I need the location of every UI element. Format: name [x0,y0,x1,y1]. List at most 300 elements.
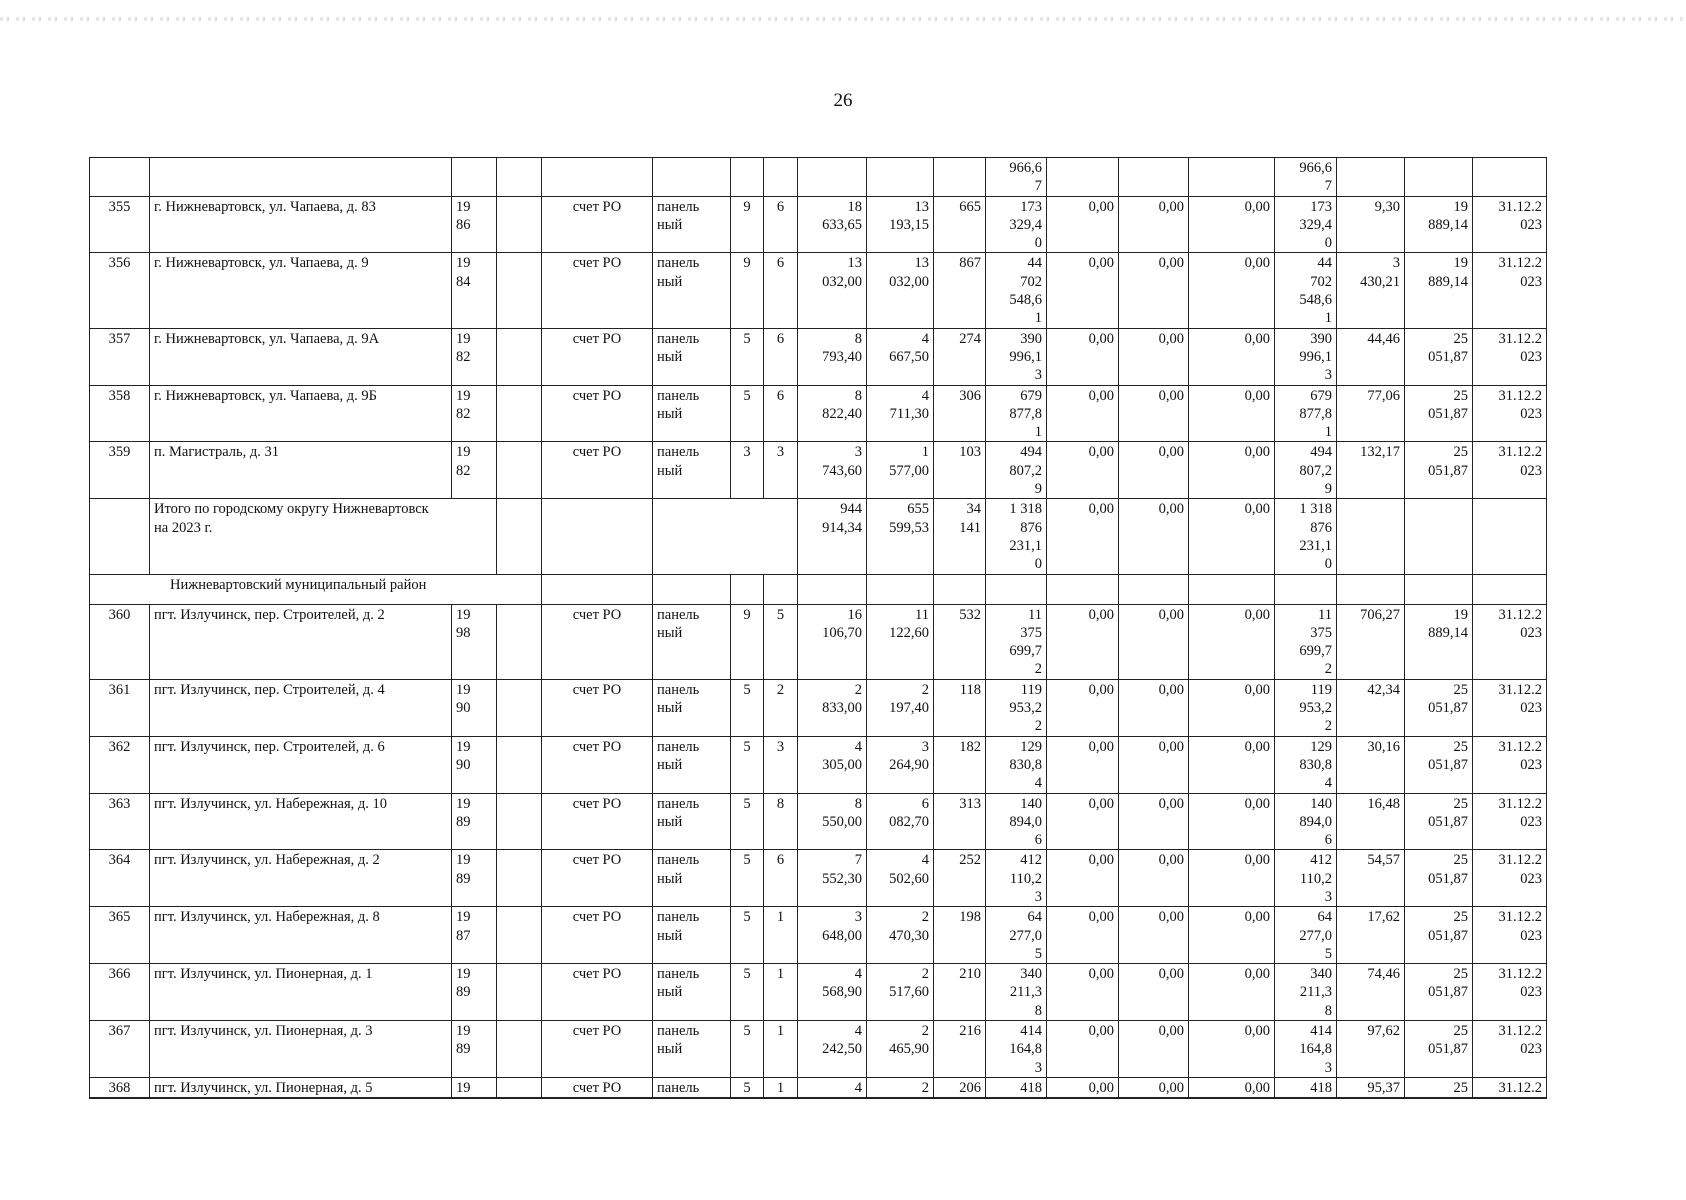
table-row [90,907,1547,964]
cost-limit: 25 051,87 [1405,964,1473,1021]
living-area: 4 711,30 [867,385,934,442]
wall-material: панель ный [653,736,731,793]
table-row [90,158,1547,197]
funding-method: счет РО [542,907,653,964]
total-area: 4 242,50 [798,1021,867,1078]
empty-cell [867,574,934,604]
fund-local: 0,00 [1189,907,1275,964]
fund-local: 0,00 [1189,1077,1275,1098]
unit-cost: 77,06 [1337,385,1405,442]
capital-repair-register-table [89,157,1547,1099]
funding-method: счет РО [542,964,653,1021]
empty-cell [731,574,764,604]
build-year: 19 82 [452,328,497,385]
wall-material: панель ный [653,196,731,253]
fund-federal: 0,00 [1047,1021,1119,1078]
entrances: 3 [764,736,798,793]
floors: 5 [731,964,764,1021]
fund-federal: 0,00 [1047,964,1119,1021]
total-area: 18 633,65 [798,196,867,253]
row-number: 361 [90,679,150,736]
floors: 3 [731,442,764,499]
address: пгт. Излучинск, ул. Пионерная, д. 3 [150,1021,452,1078]
funding-method [542,158,653,197]
wall-material: панель ный [653,604,731,679]
row-number: 356 [90,253,150,328]
address: пгт. Излучинск, ул. Набережная, д. 2 [150,850,452,907]
build-year: 19 [452,1077,497,1098]
build-year: 19 89 [452,1021,497,1078]
owners-funds: 119 953,2 2 [1275,679,1337,736]
build-year: 19 89 [452,964,497,1021]
table-body [90,158,1547,1099]
fund-federal: 0,00 [1047,328,1119,385]
blank-cell [497,1077,542,1098]
floors: 9 [731,196,764,253]
entrances: 6 [764,850,798,907]
fund-federal: 0,00 [1047,850,1119,907]
fund-regional: 0,00 [1119,1021,1189,1078]
address: г. Нижневартовск, ул. Чапаева, д. 83 [150,196,452,253]
living-area: 4 502,60 [867,850,934,907]
owners-funds: 11 375 699,7 2 [1275,604,1337,679]
build-year: 19 82 [452,385,497,442]
entrances [764,158,798,197]
cost-limit: 19 889,14 [1405,253,1473,328]
residents: 198 [934,907,986,964]
owners-funds: 390 996,1 3 [1275,328,1337,385]
total-area: 8 793,40 [798,328,867,385]
fund-local: 0,00 [1189,604,1275,679]
empty-cell [1189,574,1275,604]
total-cost: 679 877,8 1 [986,385,1047,442]
total-cost: 173 329,4 0 [986,196,1047,253]
fund-local: 0,00 [1189,385,1275,442]
table-row [90,196,1547,253]
entrances: 6 [764,253,798,328]
completion-date: 31.12.2 023 [1473,679,1547,736]
blank-cell [497,850,542,907]
total-area [798,158,867,197]
subtotal-total-area: 944 914,34 [798,499,867,574]
entrances: 1 [764,1077,798,1098]
total-cost: 340 211,3 8 [986,964,1047,1021]
fund-local: 0,00 [1189,442,1275,499]
funding-method: счет РО [542,736,653,793]
build-year: 19 82 [452,442,497,499]
completion-date [1473,158,1547,197]
residents: 103 [934,442,986,499]
table-row [90,679,1547,736]
owners-funds: 494 807,2 9 [1275,442,1337,499]
residents: 313 [934,793,986,850]
fund-local: 0,00 [1189,253,1275,328]
total-area: 7 552,30 [798,850,867,907]
unit-cost: 17,62 [1337,907,1405,964]
fund-regional: 0,00 [1119,253,1189,328]
table-row [90,793,1547,850]
floors [731,158,764,197]
empty-cell [1337,499,1405,574]
address: пгт. Излучинск, ул. Набережная, д. 10 [150,793,452,850]
row-number: 364 [90,850,150,907]
empty-cell [1473,499,1547,574]
fund-federal: 0,00 [1047,1077,1119,1098]
fund-federal: 0,00 [1047,253,1119,328]
blank-cell [497,604,542,679]
address: пгт. Излучинск, пер. Строителей, д. 6 [150,736,452,793]
unit-cost: 95,37 [1337,1077,1405,1098]
row-number: 358 [90,385,150,442]
fund-federal: 0,00 [1047,907,1119,964]
living-area: 4 667,50 [867,328,934,385]
owners-funds: 140 894,0 6 [1275,793,1337,850]
empty-cell [1337,574,1405,604]
wall-material: панель ный [653,793,731,850]
cost-limit: 25 051,87 [1405,328,1473,385]
completion-date: 31.12.2 023 [1473,385,1547,442]
residents: 532 [934,604,986,679]
empty-cell [1047,574,1119,604]
address: пгт. Излучинск, пер. Строителей, д. 4 [150,679,452,736]
owners-funds: 679 877,8 1 [1275,385,1337,442]
empty-cell [764,574,798,604]
total-cost: 412 110,2 3 [986,850,1047,907]
wall-material: панель [653,1077,731,1098]
cost-limit: 25 051,87 [1405,679,1473,736]
entrances: 6 [764,385,798,442]
blank-cell [497,253,542,328]
empty-cell [497,499,542,574]
owners-funds: 129 830,8 4 [1275,736,1337,793]
funding-method: счет РО [542,679,653,736]
subtotal-living-area: 655 599,53 [867,499,934,574]
funding-method: счет РО [542,196,653,253]
subtotal-total-cost: 1 318 876 231,1 0 [986,499,1047,574]
table-row [90,964,1547,1021]
row-number [90,158,150,197]
cost-limit: 25 051,87 [1405,1021,1473,1078]
total-area: 8 550,00 [798,793,867,850]
wall-material: панель ный [653,442,731,499]
living-area: 13 032,00 [867,253,934,328]
living-area: 2 465,90 [867,1021,934,1078]
total-area: 3 648,00 [798,907,867,964]
residents: 206 [934,1077,986,1098]
fund-local: 0,00 [1189,850,1275,907]
floors: 5 [731,385,764,442]
owners-funds: 966,6 7 [1275,158,1337,197]
floors: 5 [731,793,764,850]
wall-material [653,158,731,197]
unit-cost: 54,57 [1337,850,1405,907]
floors: 5 [731,850,764,907]
table-row [90,253,1547,328]
empty-cell [542,499,653,574]
subtotal-fund-local: 0,00 [1189,499,1275,574]
table-row [90,1077,1547,1098]
address: пгт. Излучинск, ул. Пионерная, д. 1 [150,964,452,1021]
unit-cost: 706,27 [1337,604,1405,679]
completion-date: 31.12.2 023 [1473,907,1547,964]
completion-date: 31.12.2 023 [1473,196,1547,253]
row-number: 367 [90,1021,150,1078]
wall-material: панель ный [653,964,731,1021]
empty-cell [1473,574,1547,604]
fund-regional: 0,00 [1119,850,1189,907]
living-area: 2 470,30 [867,907,934,964]
fund-regional [1119,158,1189,197]
living-area: 6 082,70 [867,793,934,850]
cost-limit: 19 889,14 [1405,196,1473,253]
blank-cell [497,1021,542,1078]
table-row [90,328,1547,385]
owners-funds: 340 211,3 8 [1275,964,1337,1021]
fund-regional: 0,00 [1119,385,1189,442]
wall-material: панель ный [653,679,731,736]
fund-regional: 0,00 [1119,736,1189,793]
total-cost: 494 807,2 9 [986,442,1047,499]
floors: 5 [731,736,764,793]
owners-funds: 173 329,4 0 [1275,196,1337,253]
unit-cost [1337,158,1405,197]
funding-method: счет РО [542,1077,653,1098]
fund-local: 0,00 [1189,964,1275,1021]
row-number: 357 [90,328,150,385]
total-cost: 140 894,0 6 [986,793,1047,850]
owners-funds: 64 277,0 5 [1275,907,1337,964]
living-area [867,158,934,197]
floors: 5 [731,1077,764,1098]
funding-method: счет РО [542,793,653,850]
empty-cell [653,499,798,574]
blank-cell [497,385,542,442]
fund-regional: 0,00 [1119,793,1189,850]
total-area: 4 568,90 [798,964,867,1021]
fund-federal: 0,00 [1047,736,1119,793]
residents [934,158,986,197]
completion-date: 31.12.2 023 [1473,793,1547,850]
fund-local: 0,00 [1189,679,1275,736]
empty-cell [1405,574,1473,604]
total-cost: 44 702 548,6 1 [986,253,1047,328]
living-area: 1 577,00 [867,442,934,499]
entrances: 6 [764,328,798,385]
total-area: 13 032,00 [798,253,867,328]
address: г. Нижневартовск, ул. Чапаева, д. 9Б [150,385,452,442]
address: пгт. Излучинск, пер. Строителей, д. 2 [150,604,452,679]
build-year: 19 90 [452,736,497,793]
fund-local: 0,00 [1189,1021,1275,1078]
total-cost: 414 164,8 3 [986,1021,1047,1078]
build-year: 19 87 [452,907,497,964]
address: п. Магистраль, д. 31 [150,442,452,499]
table-row [90,1021,1547,1078]
fund-federal [1047,158,1119,197]
floors: 5 [731,907,764,964]
total-area: 16 106,70 [798,604,867,679]
table-row [90,604,1547,679]
floors: 5 [731,1021,764,1078]
funding-method: счет РО [542,1021,653,1078]
funding-method: счет РО [542,442,653,499]
subtotal-residents: 34 141 [934,499,986,574]
empty-cell [986,574,1047,604]
completion-date: 31.12.2 [1473,1077,1547,1098]
residents: 118 [934,679,986,736]
wall-material: панель ный [653,850,731,907]
owners-funds: 412 110,2 3 [1275,850,1337,907]
blank-cell [497,158,542,197]
row-number: 363 [90,793,150,850]
unit-cost: 44,46 [1337,328,1405,385]
fund-federal: 0,00 [1047,793,1119,850]
completion-date: 31.12.2 023 [1473,1021,1547,1078]
living-area: 2 517,60 [867,964,934,1021]
subtotal-label: Итого по городскому округу Нижневартовск на 2023 г. [150,499,497,574]
wall-material: панель ный [653,328,731,385]
funding-method: счет РО [542,604,653,679]
fund-regional: 0,00 [1119,328,1189,385]
fund-federal: 0,00 [1047,196,1119,253]
cost-limit: 25 [1405,1077,1473,1098]
build-year: 19 98 [452,604,497,679]
total-area: 4 305,00 [798,736,867,793]
wall-material: панель ный [653,385,731,442]
subtotal-owners-funds: 1 318 876 231,1 0 [1275,499,1337,574]
total-cost: 119 953,2 2 [986,679,1047,736]
fund-federal: 0,00 [1047,385,1119,442]
fund-regional: 0,00 [1119,604,1189,679]
wall-material: панель ный [653,907,731,964]
subtotal-row [90,499,1547,574]
fund-regional: 0,00 [1119,679,1189,736]
wall-material: панель ный [653,253,731,328]
fund-local: 0,00 [1189,736,1275,793]
living-area: 2 197,40 [867,679,934,736]
address: г. Нижневартовск, ул. Чапаева, д. 9 [150,253,452,328]
total-cost: 11 375 699,7 2 [986,604,1047,679]
row-number: 362 [90,736,150,793]
total-cost: 966,6 7 [986,158,1047,197]
fund-regional: 0,00 [1119,196,1189,253]
blank-cell [497,196,542,253]
cost-limit: 19 889,14 [1405,604,1473,679]
build-year: 19 89 [452,793,497,850]
empty-cell [90,499,150,574]
unit-cost: 9,30 [1337,196,1405,253]
fund-local: 0,00 [1189,328,1275,385]
entrances: 1 [764,1021,798,1078]
empty-cell [798,574,867,604]
entrances: 8 [764,793,798,850]
completion-date: 31.12.2 023 [1473,253,1547,328]
fund-federal: 0,00 [1047,679,1119,736]
build-year: 19 84 [452,253,497,328]
living-area: 11 122,60 [867,604,934,679]
table-row [90,442,1547,499]
fund-regional: 0,00 [1119,907,1189,964]
residents: 306 [934,385,986,442]
entrances: 1 [764,907,798,964]
fund-federal: 0,00 [1047,604,1119,679]
subtotal-fund-federal: 0,00 [1047,499,1119,574]
empty-cell [1119,574,1189,604]
build-year: 19 86 [452,196,497,253]
cost-limit: 25 051,87 [1405,736,1473,793]
empty-cell [934,574,986,604]
section-header-row [90,574,1547,604]
owners-funds: 414 164,8 3 [1275,1021,1337,1078]
section-title: Нижневартовский муниципальный район [90,574,542,604]
row-number: 355 [90,196,150,253]
entrances: 1 [764,964,798,1021]
total-area: 2 833,00 [798,679,867,736]
row-number: 365 [90,907,150,964]
residents: 867 [934,253,986,328]
page-number: 26 [833,90,853,111]
residents: 665 [934,196,986,253]
empty-cell [1405,499,1473,574]
owners-funds: 44 702 548,6 1 [1275,253,1337,328]
unit-cost: 30,16 [1337,736,1405,793]
blank-cell [497,736,542,793]
floors: 9 [731,604,764,679]
residents: 252 [934,850,986,907]
unit-cost: 42,34 [1337,679,1405,736]
cost-limit: 25 051,87 [1405,850,1473,907]
cost-limit: 25 051,87 [1405,907,1473,964]
address: г. Нижневартовск, ул. Чапаева, д. 9А [150,328,452,385]
fund-local: 0,00 [1189,793,1275,850]
entrances: 3 [764,442,798,499]
fund-regional: 0,00 [1119,964,1189,1021]
blank-cell [497,442,542,499]
build-year: 19 89 [452,850,497,907]
total-cost: 418 [986,1077,1047,1098]
floors: 5 [731,679,764,736]
completion-date: 31.12.2 023 [1473,850,1547,907]
owners-funds: 418 [1275,1077,1337,1098]
floors: 9 [731,253,764,328]
unit-cost: 16,48 [1337,793,1405,850]
total-area: 3 743,60 [798,442,867,499]
funding-method: счет РО [542,253,653,328]
empty-cell [653,574,731,604]
row-number: 359 [90,442,150,499]
blank-cell [497,793,542,850]
total-area: 4 [798,1077,867,1098]
cost-limit: 25 051,87 [1405,442,1473,499]
address: пгт. Излучинск, ул. Набережная, д. 8 [150,907,452,964]
blank-cell [497,907,542,964]
living-area: 3 264,90 [867,736,934,793]
row-number: 366 [90,964,150,1021]
fund-local [1189,158,1275,197]
unit-cost: 74,46 [1337,964,1405,1021]
blank-cell [497,679,542,736]
residents: 182 [934,736,986,793]
funding-method: счет РО [542,850,653,907]
fund-regional: 0,00 [1119,1077,1189,1098]
completion-date: 31.12.2 023 [1473,736,1547,793]
completion-date: 31.12.2 023 [1473,604,1547,679]
cost-limit: 25 051,87 [1405,793,1473,850]
subtotal-fund-regional: 0,00 [1119,499,1189,574]
living-area: 2 [867,1077,934,1098]
table-row [90,850,1547,907]
total-cost: 64 277,0 5 [986,907,1047,964]
